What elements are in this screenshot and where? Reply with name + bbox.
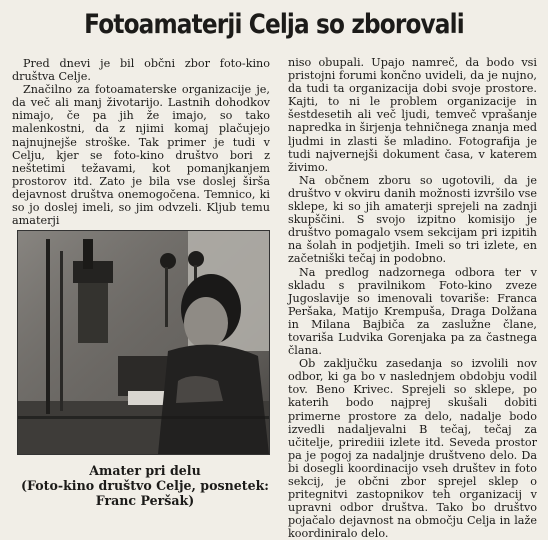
article-headline: Fotoamaterji Celja so zborovali <box>84 9 464 40</box>
paragraph-meeting-findings: Na občnem zboru so ugotovili, da je društvo v okviru danih možnosti izvršilo vse sklepe, ki so jih amaterji sprejeli na zadnji skupščini. S svojo izpitno komisijo je društvo pomagalo vsem sekcijam pri izpitih na šolah in podjetjih. Imeli so tri izlete, en začetniški tečaj in podobno. <box>288 173 537 266</box>
left-column <box>12 57 270 227</box>
paragraph-honorary-members: Na predlog nadzornega odbora ter v skladu s pravilnikom Foto-kino zveze Jugoslavije so imenovali tovariše: Franca Peršaka, Matijo Krempuša, Draga Dolžana in Milana Bajbiča za zaslužne člane, tovariša Ludvika Gorenjaka pa za častnega člana. <box>288 265 537 358</box>
right-column <box>288 56 537 540</box>
caption-credit: (Foto-kino društvo Celje, posnetek: Franc Peršak) <box>21 478 269 508</box>
paragraph-new-board: Ob zaključku zasedanja so izvolili nov odbor, ki ga bo v naslednjem obdobju vodil tov. Beno Krivec. Sprejeli so sklepe, po katerih bodo najprej skušali dobiti primerne prostore za delo, nadalje bodo izvedli nadaljevalni B tečaj, tečaj za učitelje, prirediii izlete itd. Seveda prostor pa je pogoj za nadaljnje društveno delo. Da bi dosegli koordinacijo vseh društev in foto sekcij, je občni zbor sprejel sklep o pritegnitvi zastopnikov teh organizacij v upravni odbor društva. Tako bo društvo pojačalo dejavnost na območju Celja in laže koordiniralo delo. <box>288 357 537 540</box>
paragraph-intro: Pred dnevi je bil občni zbor foto-kino društva Celje. <box>12 57 270 84</box>
photo-caption <box>12 463 278 508</box>
article-photo <box>17 230 270 455</box>
caption-title: Amater pri delu <box>89 463 201 478</box>
paragraph-body: Značilno za fotoamaterske organizacije je, da več ali manj životarijo. Lastnih dohodkov nimajo, če pa jih že imajo, so tako malenkostni, da z njimi komaj plačujejo najnujnejše stroške. Tak primer je tudi v Celju, kjer se foto-kino društvo bori z neštetimi težavami, kot pomanjkanjem prostorov itd. Zato je bila vse doslej širša dejavnost društva onemogočena. Temnico, ki so jo doslej imeli, so jim odvzeli. Kljub temu amaterji <box>12 83 270 228</box>
paragraph-continued: niso obupali. Upajo namreč, da bodo vsi pristojni forumi končno uvideli, da je nujno, da tudi ta organizacija dobi svoje prostore. Kajti, to ni le problem organizacije in šestdesetih ali več ljudi, temveč vprašanje napredka in širjenja tehničnega znanja med ljudmi in zlasti še mladino. Fotografija je tudi najvernejši dokument časa, v katerem živimo. <box>288 56 537 174</box>
photo-amateur-at-work <box>18 231 269 454</box>
